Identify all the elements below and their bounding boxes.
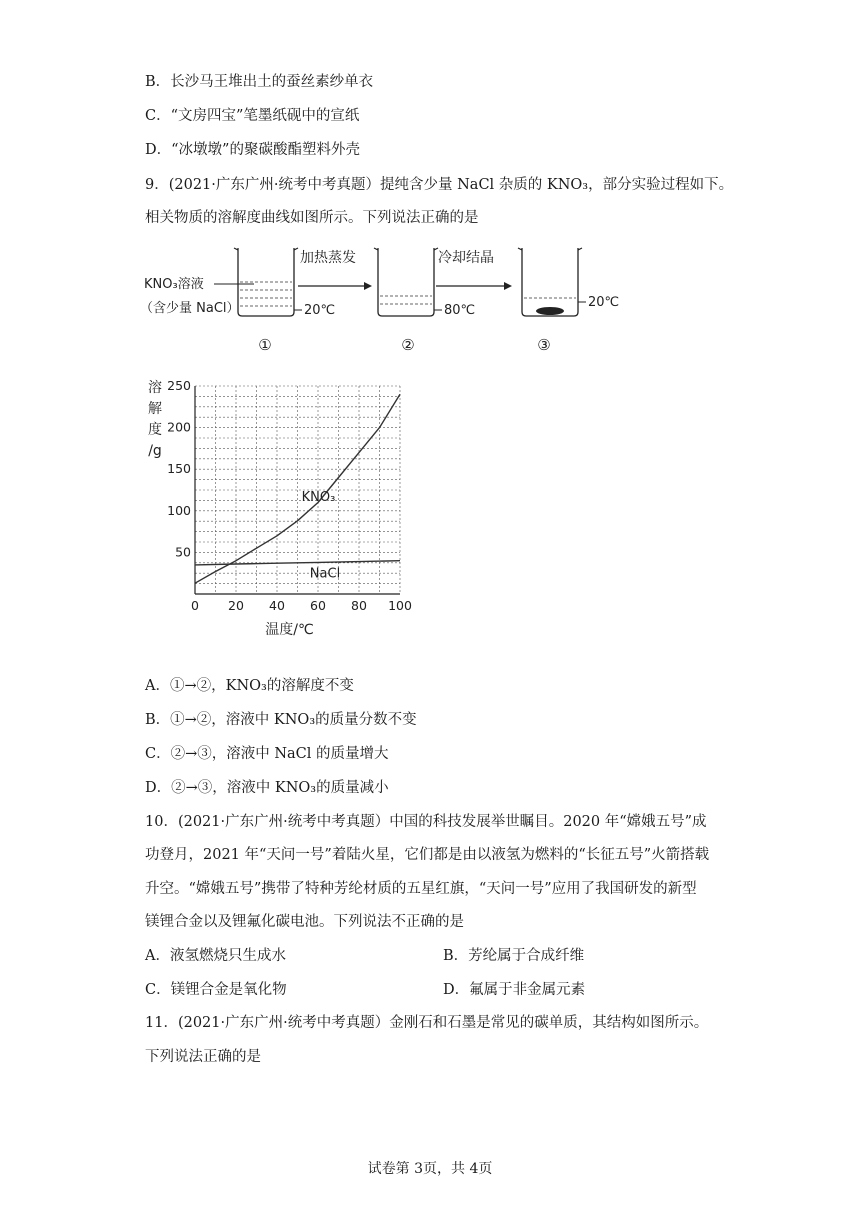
series-label-nacl: NaCl bbox=[309, 566, 341, 582]
q9-option-d: D．②→③，溶液中 KNO₃的质量减小 bbox=[145, 780, 389, 796]
q8-option-d: D．“冰墩墩”的聚碳酸酯塑料外壳 bbox=[145, 142, 360, 158]
q8-option-b: B．长沙马王堆出土的蚕丝素纱单衣 bbox=[145, 74, 374, 90]
step-number-2: ② bbox=[401, 336, 415, 354]
y-tick-label: 250 bbox=[167, 378, 191, 393]
crystal-precipitate bbox=[536, 307, 564, 315]
page-footer: 试卷第 3页，共 4页 bbox=[367, 1161, 493, 1177]
beaker-3 bbox=[518, 248, 582, 316]
series-line-nacl bbox=[195, 561, 400, 565]
y-axis-label: 解 bbox=[148, 401, 162, 417]
y-axis-label: 溶 bbox=[148, 380, 162, 396]
x-axis-label: 温度/℃ bbox=[265, 622, 314, 638]
q9-option-c: C．②→③，溶液中 NaCl 的质量增大 bbox=[145, 746, 389, 762]
q11-line1: 11．(2021·广东广州·统考中考真题）金刚石和石墨是常见的碳单质，其结构如图所示。 bbox=[145, 1015, 709, 1031]
step-number-1: ① bbox=[258, 336, 272, 354]
x-tick-label: 100 bbox=[388, 598, 412, 613]
q10-option-d: D．氟属于非金属元素 bbox=[443, 982, 586, 998]
series-label-kno3: KNO₃ bbox=[301, 489, 336, 505]
x-tick-label: 20 bbox=[228, 598, 244, 613]
q11-line2: 下列说法正确的是 bbox=[145, 1049, 261, 1065]
y-tick-label: 50 bbox=[175, 544, 191, 560]
step-number-3: ③ bbox=[537, 336, 551, 354]
q9-stem-line2: 相关物质的溶解度曲线如图所示。下列说法正确的是 bbox=[145, 210, 479, 226]
y-axis-label: /g bbox=[148, 443, 162, 459]
q10-line3: 升空。“嫦娥五号”携带了特种芳纶材质的五星红旗，“天问一号”应用了我国研发的新型 bbox=[145, 881, 697, 897]
q10-option-a: A．液氢燃烧只生成水 bbox=[145, 948, 286, 964]
x-tick-label: 80 bbox=[351, 598, 367, 613]
q10-option-c: C．镁锂合金是氧化物 bbox=[145, 982, 287, 998]
beaker-2 bbox=[374, 248, 438, 316]
solubility-chart bbox=[140, 374, 430, 640]
y-tick-label: 150 bbox=[167, 461, 191, 477]
experiment-diagram bbox=[140, 240, 640, 360]
y-axis-label: 度 bbox=[148, 422, 162, 438]
step2-label: 冷却结晶 bbox=[438, 250, 494, 266]
step1-label: 加热蒸发 bbox=[300, 250, 356, 266]
x-tick-label: 60 bbox=[310, 598, 326, 613]
q10-line1: 10．(2021·广东广州·统考中考真题）中国的科技发展举世瞩目。2020 年“嫦娥五号”成 bbox=[145, 814, 707, 830]
q10-option-b: B．芳纶属于合成纤维 bbox=[443, 948, 585, 964]
x-tick-label: 0 bbox=[191, 598, 199, 613]
beaker-1 bbox=[234, 248, 298, 316]
temp-label-3: 20℃ bbox=[588, 295, 620, 310]
q9-option-b: B．①→②，溶液中 KNO₃的质量分数不变 bbox=[145, 712, 417, 728]
y-tick-label: 200 bbox=[167, 419, 191, 435]
solution-label-line2: （含少量 NaCl） bbox=[140, 301, 240, 316]
q9-option-a: A．①→②，KNO₃的溶解度不变 bbox=[145, 678, 354, 694]
solution-label-line1: KNO₃溶液 bbox=[144, 277, 204, 292]
q10-line4: 镁锂合金以及锂氟化碳电池。下列说法不正确的是 bbox=[145, 914, 464, 930]
temp-label-2: 80℃ bbox=[444, 303, 476, 318]
q9-stem-line1: 9．(2021·广东广州·统考中考真题）提纯含少量 NaCl 杂质的 KNO₃，部分实验过程如下。 bbox=[145, 177, 734, 193]
temp-label-1: 20℃ bbox=[304, 303, 336, 318]
y-tick-label: 100 bbox=[167, 502, 191, 518]
q8-option-c: C．“文房四宝”笔墨纸砚中的宣纸 bbox=[145, 108, 360, 124]
q10-line2: 功登月，2021 年“天问一号”着陆火星，它们都是由以液氢为燃料的“长征五号”火箭搭载 bbox=[145, 847, 710, 863]
x-tick-label: 40 bbox=[269, 598, 285, 613]
